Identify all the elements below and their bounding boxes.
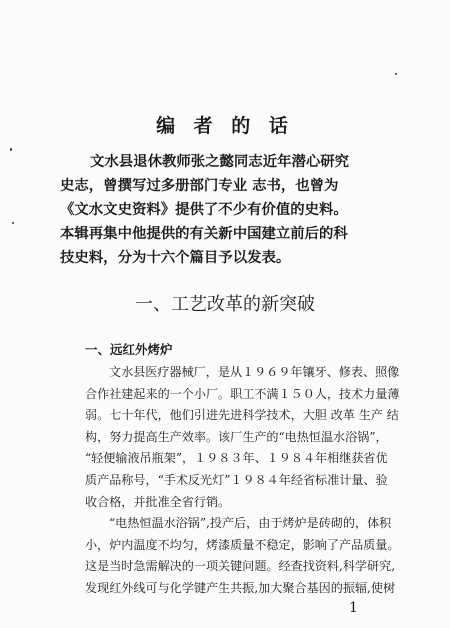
paragraph-line: 质产品称号，“手术反光灯”１９８４年经省标准计量、验: [85, 472, 388, 487]
scan-speck: [12, 222, 14, 224]
page-number: 1: [349, 600, 358, 616]
paragraph-line: 合作社建起来的一个小厂。职工不满１５０人，技术力量薄: [85, 386, 400, 401]
paragraph-line: “轻便输液吊瓶架”，１９８３年、１９８４年相继获省优: [85, 451, 388, 466]
subheading: 一、远红外烤炉: [85, 342, 173, 357]
intro-line: 文水县退休教师张之懿同志近年潜心研究: [90, 153, 350, 170]
paragraph-line: 小，炉内温度不均匀，烤漆质量不稳定，影响了产品质量。: [85, 537, 400, 552]
scan-speck: [395, 73, 397, 75]
intro-line: 本辑再集中他提供的有关新中国建立前后的科: [60, 225, 348, 242]
paragraph-line: 弱。七十年代，他们引进先进科学技术，大胆 改革 生产 结: [85, 408, 399, 423]
paragraph-line: 收合格，并批准全省行销。: [85, 494, 231, 509]
paragraph-line: “电热恒温水浴锅”,投产后，由于烤炉是砖砌的，体积: [109, 516, 392, 531]
paragraph-line: 文水县医疗器械厂，是从１９６９年镶牙、修表、照像: [109, 365, 400, 379]
paragraph-line: 这是当时急需解决的一项关键问题。经查找资料,科学研究,: [85, 559, 396, 574]
intro-line: 史志，曾撰写过多册部门专业 志书，也曾为: [60, 177, 339, 194]
body-text: [85, 362, 410, 600]
intro-line: 技史料，分为十六个篇目予以发表。: [60, 249, 291, 266]
section-title: 一、工艺改革的新突破: [135, 294, 315, 315]
paragraph-line: 构，努力提高生产效率。该厂生产的“电热恒温水浴锅”，: [85, 429, 388, 444]
paragraph-line: 发现红外线可与化学键产生共振,加大聚合基因的振辐,使树: [85, 580, 396, 595]
scan-speck: [10, 148, 12, 151]
intro-line: 《文水文史资料》提供了不少有价值的史料。: [60, 201, 348, 218]
intro-text: [60, 150, 408, 270]
page-title: 编 者 的 话: [156, 115, 294, 137]
